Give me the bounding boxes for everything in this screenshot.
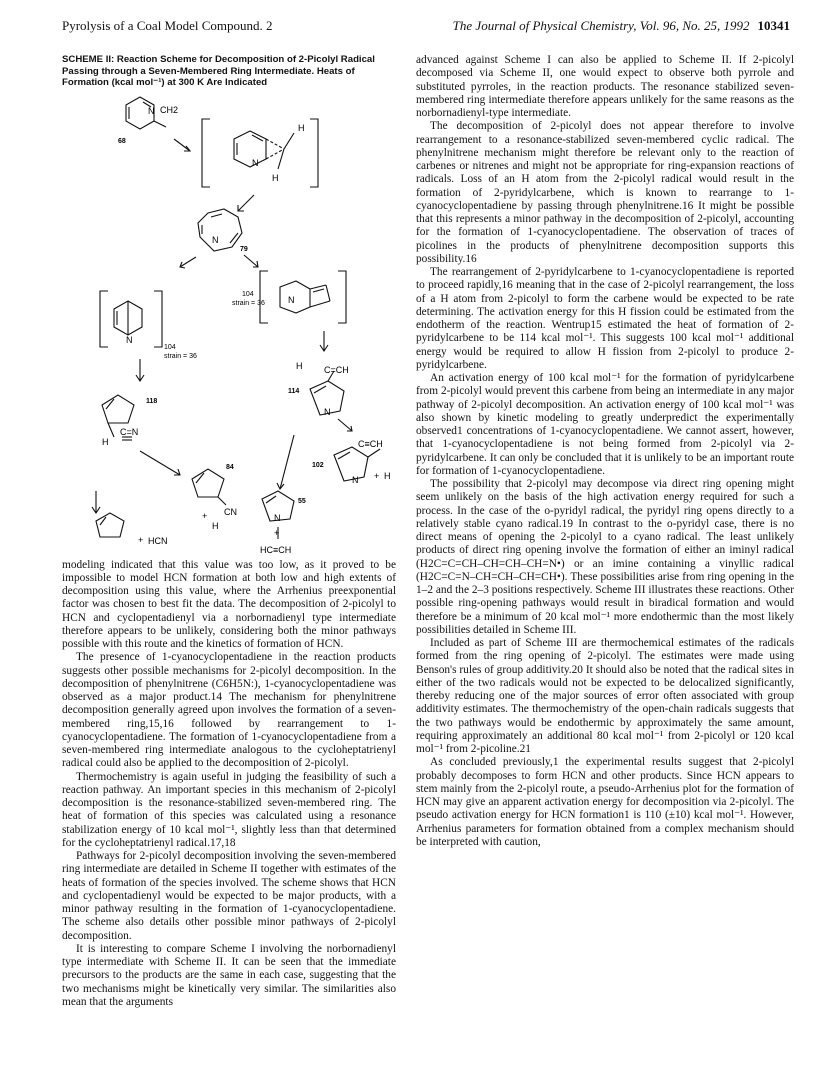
label-h: H (102, 436, 109, 447)
arrow (174, 139, 190, 151)
heat-of-formation-104a: 104 (164, 343, 176, 351)
label-n: N (324, 406, 331, 417)
arrow (338, 419, 352, 431)
label-n: N (212, 234, 219, 245)
arrow (238, 195, 254, 211)
label-ch2: CH2 (160, 104, 179, 115)
heat-of-formation-68: 68 (118, 137, 126, 145)
right-column (416, 54, 794, 849)
label-hcn: HCN (148, 535, 168, 546)
strain-label: strain = 36 (232, 299, 265, 307)
body-paragraph: Included as part of Scheme III are thermochemical estimates of the radicals formed from the ring opening of 2-picolyl. The estimates were made using Benson's rules of group additivity.20 It should also be noted that the radical sites in either of the two radicals would not be expected to be delocalized significantly, thereby reducing one of the major sources of error often associated with group additivity estimates. The thermochemistry of the open-chain radicals suggests that the two pathways would be endothermic by approximately the same amount, requiring approximately an additional 80 kcal mol⁻¹ from 2-picolyl or 120 kcal mol⁻¹ from 2-picoline.21 (416, 637, 794, 755)
label-h: H (272, 172, 279, 183)
journal-name: The Journal of Physical Chemistry, Vol. 96, No. 25, 1992 (452, 18, 750, 33)
body-paragraph: As concluded previously,1 the experimental results suggest that 2-picolyl probably decomposes to form HCN and other products. Since HCN appears to stem mainly from the 2-picolyl route, a pseudo-Arrhenius plot for the formation of HCN may give an apparent activation energy for decomposition via 2-picolyl. The pseudo activation energy for HCN formation1 is 110 (±10) kcal mol⁻¹. However, Arrhenius parameters for formation obtained from a complex mechanism should be interpreted with caution, (416, 756, 794, 848)
strain-label: strain = 36 (164, 352, 197, 360)
label-n: N (352, 474, 359, 485)
heat-of-formation-79: 79 (240, 245, 248, 253)
body-paragraph: The decomposition of 2-picolyl does not appear therefore to involve rearrangement to a resonance-stabilized seven-membered cyclic radical. The phenylnitrene mechanism might therefore be relevant only to the reaction of carbenes or nitrenes and might not be appropriate for ring-expansion reactions of radicals. Loss of an H atom from the 2-picolyl radical would result in the formation of 2-pyridylcarbene, which is known to rearrange to 1-cyanocyclopentadiene by passing through phenylnitrene.16 It might be possible that this represents a minor pathway in the decomposition of 2-picolyl, accounting for the formation of 1-cyanocyclopentadiene. The observation of traces of picolines in the products of phenylnitrene decomposition supports this possibility.16 (416, 120, 794, 265)
journal-citation (453, 18, 790, 34)
article-short-title: Pyrolysis of a Coal Model Compound. 2 (62, 18, 273, 33)
arrow (140, 451, 180, 475)
running-head (62, 18, 790, 36)
cyanocyclopentadiene-structure (192, 469, 226, 505)
label-c-eq-ch: C=CH (324, 364, 349, 375)
body-paragraph: The possibility that 2-picolyl may decompose via direct ring opening might seem unlikely on the basis of the high activation energy required for such a process. In the case of the o-pyridyl radical, the pyridyl ring opens directly to a relatively stable cyano radical.19 In contrast to the o-pyridyl case, there is no direct means of opening the 2-picolyl to a cyano radical. The least unlikely products of direct ring opening involve the formation of either an iminyl radical (H2C=C=CH–CH=CH–CH=N•) or an imine containing a vinyllic radical (H2C=C=N–CH=CH–CH=CH•). These possibilities arise from ring opening in the 1–2 and the 2–3 positions respectively. Scheme III illustrates these reactions. Other possible ring-opening pathways would result in biradical formation and would therefore be a minimum of 20 kcal mol⁻¹ more endothermic than the most likely possibilities detailed in Scheme III. (416, 478, 794, 636)
label-h: H (296, 360, 303, 371)
label-cn: CN (224, 506, 237, 517)
body-paragraph: It is interesting to compare Scheme I involving the norbornadienyl type intermediate with Scheme II. It can be seen that the immediate precursors to the products are the same in each case, suggesting that the two mechanisms might be kinetically very similar. The similarities also mean that the arguments (62, 942, 396, 1008)
label-n: N (274, 512, 281, 523)
heat-of-formation-84: 84 (226, 463, 234, 471)
scheme-title: SCHEME II: Reaction Scheme for Decomposition of 2-Picolyl Radical Passing through a Seven-Membered Ring Intermediate. Heats of Formation (kcal mol⁻¹) at 300 K Are Indicated (62, 54, 375, 88)
label-n: N (288, 294, 295, 305)
label-h: H (384, 470, 391, 481)
heat-of-formation-114: 114 (288, 387, 300, 395)
body-paragraph: Pathways for 2-picolyl decomposition involving the seven-membered ring intermediate are detailed in Scheme II together with estimates of the heats of formation of the species involved. The scheme shows that HCN and cyclopentadienyl would be expected to be major products, with a minor pathway resulting in the formation of 1-cyanocyclopentadiene. The scheme also details other possible minor pathways of 2-picolyl decomposition. (62, 850, 396, 942)
azabicyclic-species-right (260, 271, 346, 323)
label-c-triple-ch: C≡CH (358, 438, 383, 449)
body-paragraph: modeling indicated that this value was too low, as it proved to be impossible to model HCN formation at both low and high extents of decomposition using this value, where the Arrhenius preexponential factor was chosen to best fit the data. The decomposition of 2-picolyl to HCN and cyclopentadienyl via a norbornadienyl type intermediate therefore appears to be unlikely, considering both the minor pathways possible with this route and the kinetics of formation of HCN. (62, 558, 396, 650)
arrow (244, 255, 258, 267)
label-acetylene: HC≡CH (260, 544, 292, 555)
body-paragraph: Thermochemistry is again useful in judging the feasibility of such a reaction pathway. An important species in this mechanism of 2-picolyl decomposition is the resonance-stabilized seven-membered ring. The heat of formation of this species was calculated using a resonance stabilization energy of 10 kcal mol⁻¹, slightly less than that determined for the cycloheptatrienyl radical.17,18 (62, 770, 396, 849)
heat-of-formation-55: 55 (298, 497, 306, 505)
label-plus: + (374, 470, 380, 481)
arrow (180, 257, 196, 267)
body-paragraph: The rearrangement of 2-pyridylcarbene to 1-cyanocyclopentadiene is reported to proceed rapidly,16 meaning that in the case of 2-picolyl rearrangement, the loss of a H atom from 2-picolyl to form the carbene would be expected to be rate determining. The activation energy for this H fission could be estimated from the endotherm of the reaction. Wentrup15 estimated the heat of formation of 2-pyridylcarbene to be 114 kcal mol⁻¹. This suggests 100 kcal mol⁻¹ additional energy would be required to allow H fission from 2-picolyl to produce 2-pyridylcarbene. (416, 266, 794, 371)
label-plus: + (202, 510, 208, 521)
cyclopentadienyl-structure (96, 513, 124, 537)
body-paragraph: advanced against Scheme I can also be applied to Scheme II. If 2-picolyl decomposed via Scheme II, one would expect to observe both pyrrole and substituted pyrroles, in the reaction products. The resonance stabilized seven-membered ring intermediate therefore appears unlikely for the same reasons as the norbornadienyl-type intermediate. (416, 54, 794, 119)
heat-of-formation-102: 102 (312, 461, 324, 469)
arrow (280, 435, 294, 489)
label-n: N (126, 334, 133, 345)
body-paragraph: The presence of 1-cyanocyclopentadiene in the reaction products suggests other possible mechanisms for 2-picolyl decomposition. In the decomposition of phenylnitrene (C6H5N:), 1-cyanocyclopentadiene was observed as a major product.14 The mechanism for phenylnitrene decomposition generally agreed upon involves the formation of a seven-membered ring,15,16 followed by rearrangement to 1-cyanocyclopentadiene. The formation of 1-cyanocyclopentadiene from a seven-membered ring intermediate analogous to the cycloheptatrienyl radical could also be applied to the decomposition of 2-picolyl. (62, 651, 396, 770)
page-number: 10341 (757, 18, 790, 33)
body-paragraph: An activation energy of 100 kcal mol⁻¹ for the formation of pyridylcarbene from 2-picolyl would prevent this carbene from being an intermediate in any major pathway of 2-picolyl decomposition. An activation energy of 100 kcal mol⁻¹ was also shown by kinetic modeling to greatly underpredict the experimentally observed1 concentrations of 1-cyanocyclopentadiene. We cannot assert, however, that 1-cyanocyclopentadiene is not being formed from 2-picolyl via 2-pyridylcarbene. It can only be concluded that it is unlikely to be an important route for formation of 1-cyanocyclopentadiene. (416, 372, 794, 477)
heat-of-formation-118: 118 (146, 397, 158, 405)
label-plus: + (274, 527, 280, 538)
scheme-ii-diagram (62, 91, 396, 557)
label-n: N (148, 105, 155, 116)
left-column (62, 54, 396, 1009)
label-h: H (298, 122, 305, 133)
label-h: H (212, 520, 219, 531)
label-c-eq-n: C=N (120, 426, 139, 437)
heat-of-formation-104b: 104 (242, 290, 254, 298)
label-plus: + (138, 534, 144, 545)
label-n: N (252, 157, 259, 168)
azepinyl-radical-structure (198, 209, 242, 251)
